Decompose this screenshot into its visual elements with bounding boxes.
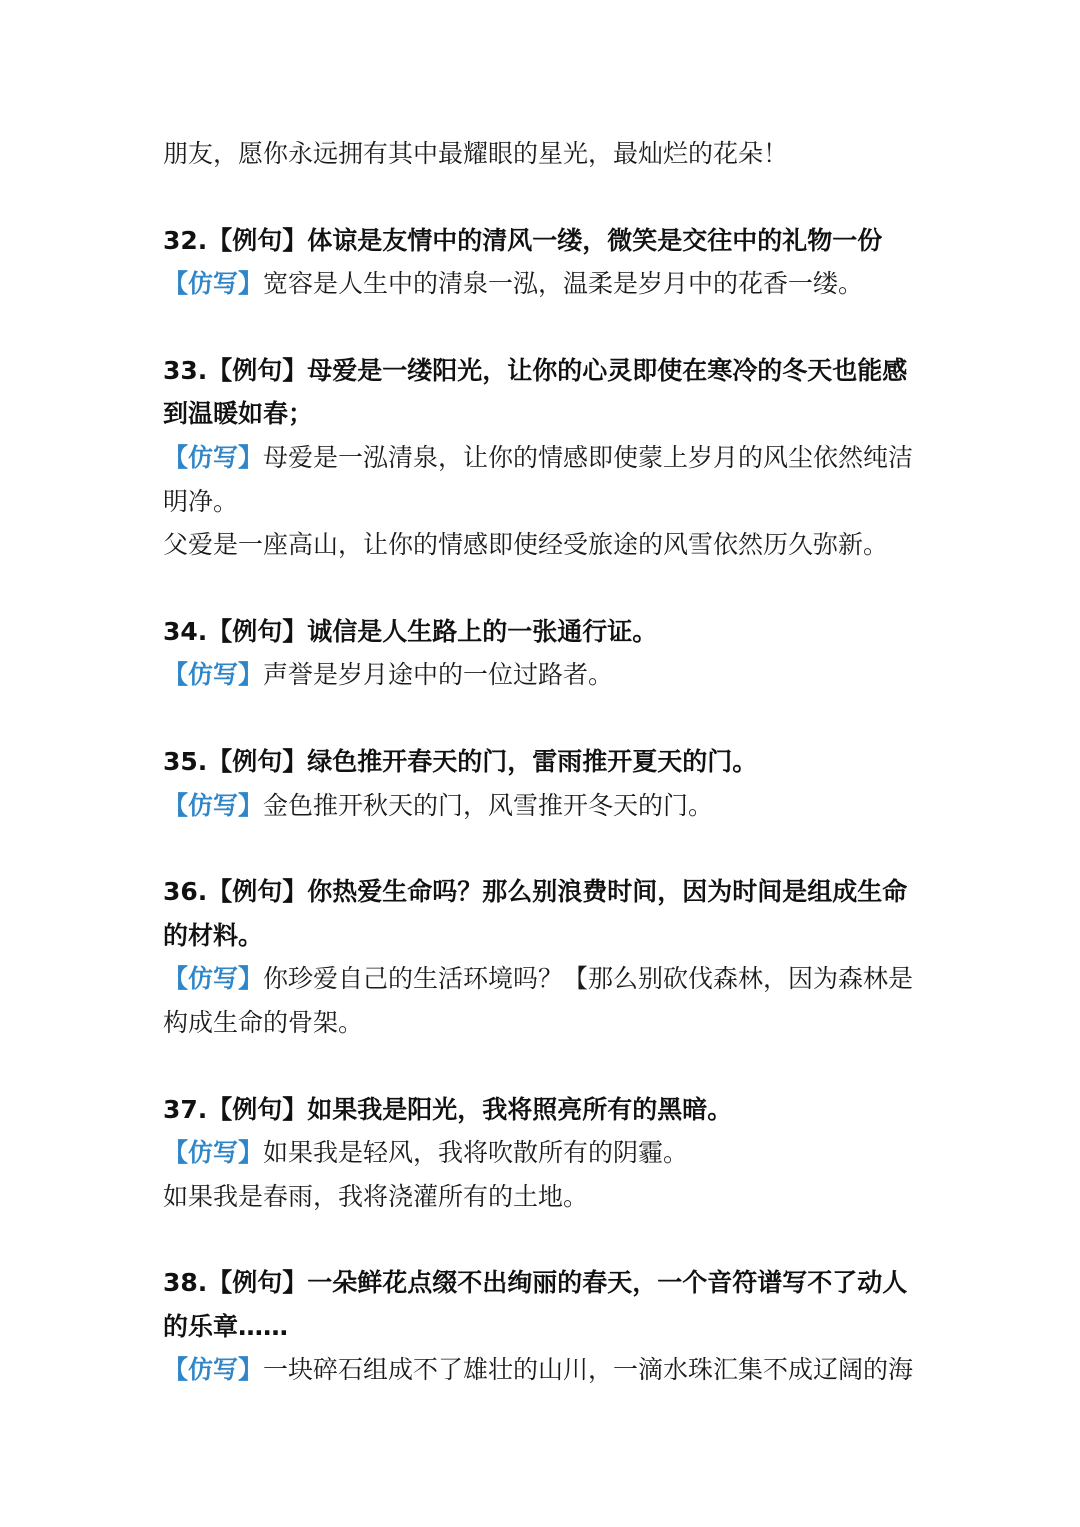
reply-line: 父爱是一座高山，让你的情感即使经受旅途的风雪依然历久弥新。 [163, 530, 889, 560]
reply-line [163, 957, 923, 1001]
example-line: 36.【例句】你热爱生命吗？那么别浪费时间，因为时间是组成生命 [163, 877, 908, 907]
document-page [163, 132, 923, 1435]
item-36 [163, 870, 923, 1044]
reply-text: 母爱是一泓清泉，让你的情感即使蒙上岁月的风尘依然纯洁 [263, 442, 914, 472]
example-line: 的乐章…… [163, 1311, 289, 1341]
item-37 [163, 1088, 923, 1219]
reply-line [163, 1131, 923, 1175]
item-33 [163, 349, 923, 567]
reply-line [163, 653, 923, 697]
item-34 [163, 610, 923, 697]
item-38 [163, 1261, 923, 1392]
reply-line [163, 784, 923, 828]
imitation-tag: 【仿写】 [163, 269, 264, 299]
reply-line [163, 436, 923, 480]
reply-text: 金色推开秋天的门，风雪推开冬天的门。 [263, 790, 714, 820]
reply-line [163, 1348, 923, 1392]
example-line: 32.【例句】体谅是友情中的清风一缕，微笑是交往中的礼物一份 [163, 225, 883, 255]
imitation-tag: 【仿写】 [163, 1355, 264, 1385]
reply-line: 如果我是春雨，我将浇灌所有的土地。 [163, 1181, 589, 1211]
imitation-tag: 【仿写】 [163, 964, 264, 994]
example-line: 到温暖如春； [163, 399, 314, 429]
intro-text: 朋友，愿你永远拥有其中最耀眼的星光，最灿烂的花朵！ [163, 139, 789, 168]
reply-text: 一块碎石组成不了雄壮的山川，一滴水珠汇集不成辽阔的海 [263, 1355, 914, 1385]
imitation-tag: 【仿写】 [163, 1138, 264, 1168]
example-line: 35.【例句】绿色推开春天的门，雷雨推开夏天的门。 [163, 746, 758, 776]
imitation-tag: 【仿写】 [163, 660, 264, 690]
imitation-tag: 【仿写】 [163, 442, 264, 472]
example-line: 33.【例句】母爱是一缕阳光，让你的心灵即使在寒冷的冬天也能感 [163, 355, 908, 385]
reply-text: 声誉是岁月途中的一位过路者。 [263, 660, 614, 690]
reply-text: 如果我是轻风，我将吹散所有的阴霾。 [263, 1138, 689, 1168]
example-line: 38.【例句】一朵鲜花点缀不出绚丽的春天，一个音符谱写不了动人 [163, 1268, 908, 1298]
reply-text: 宽容是人生中的清泉一泓，温柔是岁月中的花香一缕。 [263, 269, 864, 299]
example-line: 的材料。 [163, 920, 264, 950]
imitation-tag: 【仿写】 [163, 790, 264, 820]
example-line: 37.【例句】如果我是阳光，我将照亮所有的黑暗。 [163, 1094, 733, 1124]
reply-line: 构成生命的骨架。 [163, 1007, 364, 1037]
reply-line [163, 262, 923, 306]
item-35 [163, 740, 923, 827]
example-line: 34.【例句】诚信是人生路上的一张通行证。 [163, 616, 658, 646]
item-32 [163, 219, 923, 306]
reply-line: 明净。 [163, 486, 239, 516]
reply-text: 你珍爱自己的生活环境吗？【那么别砍伐森林，因为森林是 [263, 964, 914, 994]
